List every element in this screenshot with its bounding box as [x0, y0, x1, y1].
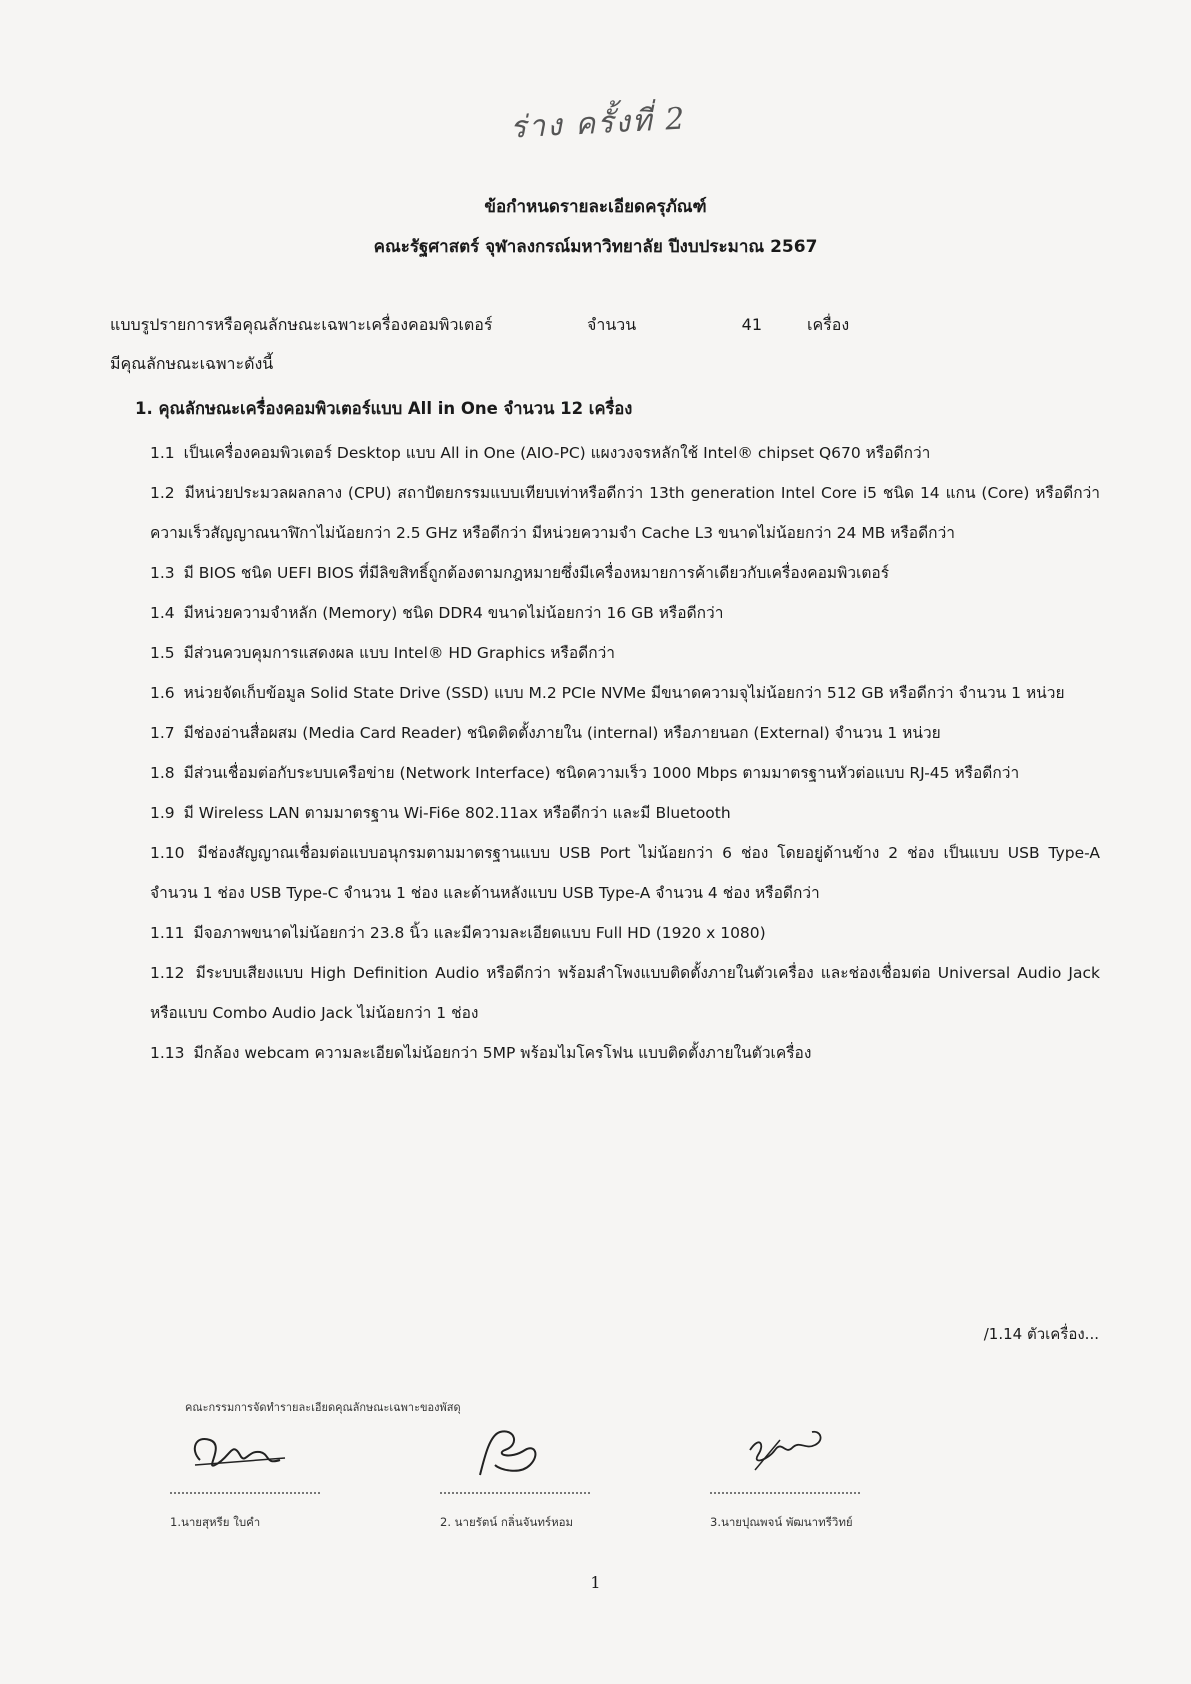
handwritten-draft-note: ร่าง ครั้งที่ 2	[509, 101, 688, 146]
signatory-name-3: 3.นายปุณพจน์ พัฒนาทรีวิทย์	[710, 1515, 853, 1529]
committee-label: คณะกรรมการจัดทำรายละเอียดคุณลักษณะเฉพาะของพัสดุ	[185, 1401, 461, 1414]
spec-item: 1.1 เป็นเครื่องคอมพิวเตอร์ Desktop แบบ All in One (AIO-PC) แผงวงจรหลักใช้ Intel® chipset Q670 หรือดีกว่า	[150, 444, 931, 462]
spec-item: 1.8 มีส่วนเชื่อมต่อกับระบบเครือข่าย (Network Interface) ชนิดความเร็ว 1000 Mbps ตามมาตรฐานหัวต่อแบบ RJ-45 หรือดีกว่า	[150, 764, 1020, 782]
spec-item: 1.9 มี Wireless LAN ตามมาตรฐาน Wi-Fi6e 802.11ax หรือดีกว่า และมี Bluetooth	[150, 804, 731, 822]
signatory-name-2: 2. นายรัตน์ กลิ่นจันทร์หอม	[440, 1515, 574, 1529]
signature-line-1	[170, 1492, 320, 1494]
signature-3	[720, 1420, 920, 1490]
section-heading: 1. คุณลักษณะเครื่องคอมพิวเตอร์แบบ All in One จำนวน 12 เครื่อง	[135, 399, 633, 418]
spec-item: 1.10 มีช่องสัญญาณเชื่อมต่อแบบอนุกรมตามมาตรฐานแบบ USB Port ไม่น้อยกว่า 6 ช่อง โดยอยู่ด้านข้าง 2 ช่อง เป็นแบบ USB Type-A จำนวน 1 ช่อง USB Type-C จำนวน 1 ช่อง และด้านหลังแบบ USB Type-A จำนวน 4 ช่อง หรือดีกว่า	[150, 844, 1100, 902]
document-subtitle: คณะรัฐศาสตร์ จุฬาลงกรณ์มหาวิทยาลัย ปีงบประมาณ 2567	[373, 237, 818, 257]
spec-item: 1.4 มีหน่วยความจำหลัก (Memory) ชนิด DDR4 ขนาดไม่น้อยกว่า 16 GB หรือดีกว่า	[150, 604, 724, 622]
quantity-value: 41	[741, 315, 762, 334]
signature-line-3	[710, 1492, 860, 1494]
spec-item: 1.3 มี BIOS ชนิด UEFI BIOS ที่มีลิขสิทธิ์ถูกต้องตามกฎหมายซึ่งมีเครื่องหมายการค้าเดียวกับเครื่องคอมพิวเตอร์	[150, 564, 890, 582]
spec-item: 1.13 มีกล้อง webcam ความละเอียดไม่น้อยกว่า 5MP พร้อมไมโครโฟน แบบติดตั้งภายในตัวเครื่อง	[150, 1044, 812, 1062]
spec-item: 1.2 มีหน่วยประมวลผลกลาง (CPU) สถาปัตยกรรมแบบเทียบเท่าหรือดีกว่า 13th generation Intel Core i5 ชนิด 14 แกน (Core) หรือดีกว่า ความเร็วสัญญาณนาฬิกาไม่น้อยกว่า 2.5 GHz หรือดีกว่า มีหน่วยความจำ Cache L3 ขนาดไม่น้อยกว่า 24 MB หรือดีกว่า	[150, 484, 1101, 542]
spec-item: 1.6 หน่วยจัดเก็บข้อมูล Solid State Drive (SSD) แบบ M.2 PCIe NVMe มีขนาดความจุไม่น้อยกว่า 512 GB หรือดีกว่า จำนวน 1 หน่วย	[150, 684, 1065, 702]
quantity-unit: เครื่อง	[807, 315, 850, 334]
intro-line-2: มีคุณลักษณะเฉพาะดังนี้	[110, 354, 274, 373]
signature-1	[170, 1420, 370, 1490]
spec-item: 1.11 มีจอภาพขนาดไม่น้อยกว่า 23.8 นิ้ว และมีความละเอียดแบบ Full HD (1920 x 1080)	[150, 924, 766, 942]
spec-item: 1.5 มีส่วนควบคุมการแสดงผล แบบ Intel® HD Graphics หรือดีกว่า	[150, 644, 616, 662]
page-number: 1	[590, 1573, 601, 1592]
document-title: ข้อกำหนดรายละเอียดครุภัณฑ์	[484, 197, 707, 217]
intro-label: แบบรูปรายการหรือคุณลักษณะเฉพาะเครื่องคอมพิวเตอร์	[110, 315, 493, 334]
continuation-marker: /1.14 ตัวเครื่อง...	[983, 1325, 1099, 1343]
spec-items	[150, 433, 1100, 1073]
signature-line-2	[440, 1492, 590, 1494]
intro-line	[110, 313, 849, 338]
spec-item: 1.12 มีระบบเสียงแบบ High Definition Audio หรือดีกว่า พร้อมลำโพงแบบติดตั้งภายในตัวเครื่อง และช่องเชื่อมต่อ Universal Audio Jack หรือแบบ Combo Audio Jack ไม่น้อยกว่า 1 ช่อง	[150, 964, 1100, 1022]
signatory-name-1: 1.นายสุหรีย ใบคำ	[170, 1515, 261, 1529]
signature-2	[440, 1420, 640, 1490]
quantity-label: จำนวน	[587, 315, 637, 334]
spec-item: 1.7 มีช่องอ่านสื่อผสม (Media Card Reader) ชนิดติดตั้งภายใน (internal) หรือภายนอก (External) จำนวน 1 หน่วย	[150, 724, 941, 742]
